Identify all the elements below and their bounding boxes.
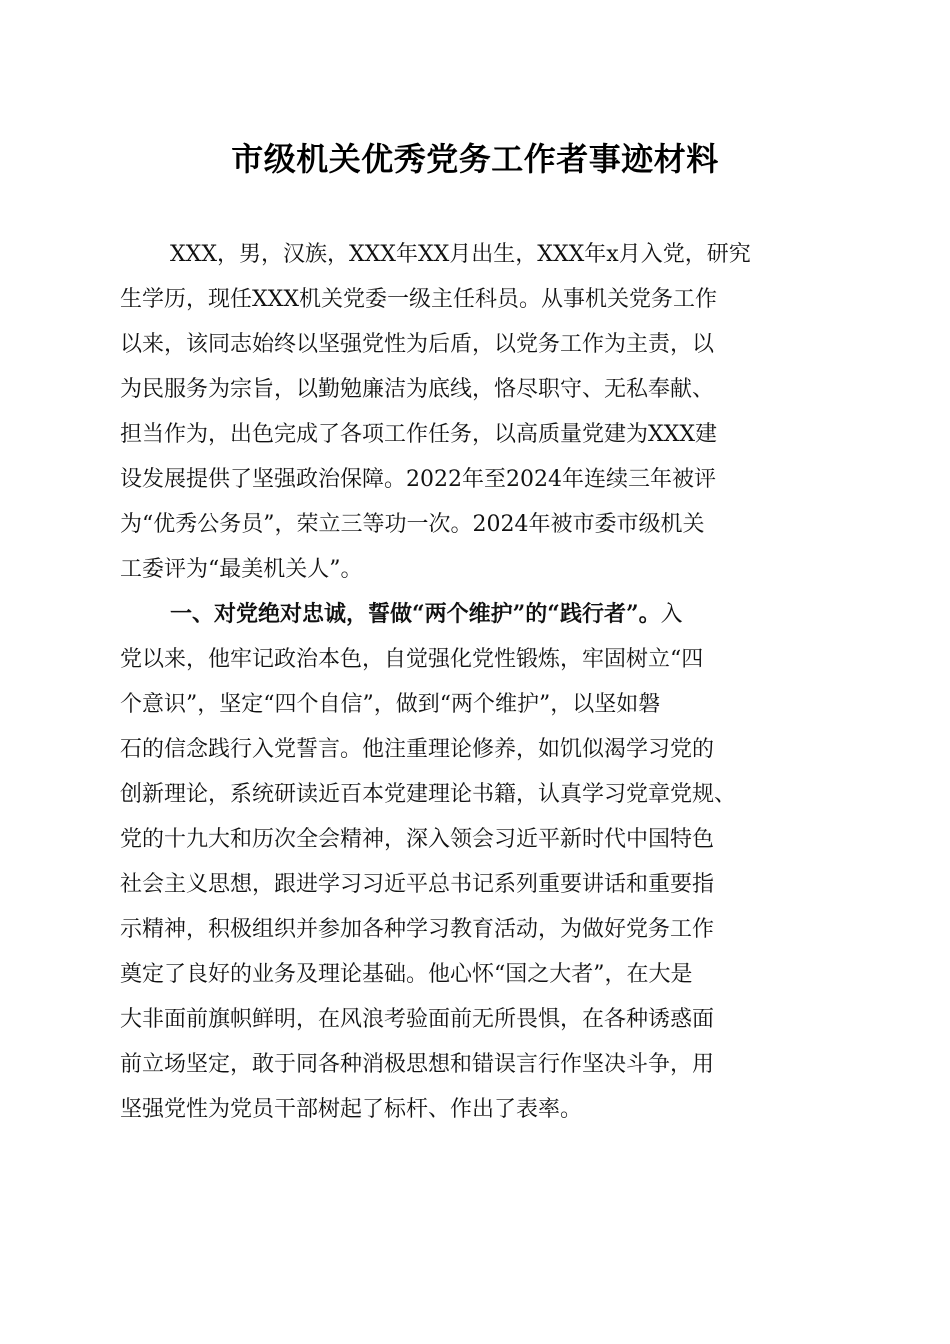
section-heading: 一、对党绝对忠诚，誓做“两个维护”的“践行者”。 [170, 601, 661, 627]
paragraph-line: 党以来，他牢记政治本色，自觉强化党性锻炼，牢固树立“四 [120, 647, 704, 672]
paragraph-line: 设发展提供了坚强政治保障。2022年至2024年连续三年被评 [120, 467, 716, 492]
paragraph-intro [120, 232, 825, 592]
paragraph-line: 生学历，现任XXX机关党委一级主任科员。从事机关党务工作 [120, 287, 717, 312]
paragraph-line: 大非面前旗帜鲜明，在风浪考验面前无所畏惧，在各种诱惑面 [120, 1007, 715, 1032]
section-first-line [120, 592, 825, 637]
paragraph-line: 以来，该同志始终以坚强党性为后盾，以党务工作为主责，以 [120, 332, 715, 357]
document-title: 市级机关优秀党务工作者事迹材料 [231, 140, 719, 178]
paragraph-line: 石的信念践行入党誓言。他注重理论修养，如饥似渴学习党的 [120, 737, 715, 762]
paragraph-line: 示精神，积极组织并参加各种学习教育活动，为做好党务工作 [120, 917, 715, 942]
paragraph-line: 为民服务为宗旨，以勤勉廉洁为底线，恪尽职守、无私奉献、 [120, 377, 715, 402]
paragraph-line: 社会主义思想，跟进学习习近平总书记系列重要讲话和重要指 [120, 872, 715, 897]
paragraph-line: 担当作为，出色完成了各项工作任务，以高质量党建为XXX建 [120, 422, 717, 447]
paragraph-line: 奠定了良好的业务及理论基础。他心怀“国之大者”，在大是 [120, 962, 693, 987]
paragraph-line: 党的十九大和历次全会精神，深入领会习近平新时代中国特色 [120, 827, 715, 852]
paragraph-line: 创新理论，系统研读近百本党建理论书籍，认真学习党章党规、 [120, 782, 737, 807]
paragraph-line: XXX，男，汉族，XXX年XX月出生，XXX年x月入党，研究 [170, 242, 751, 267]
section-text-start: 入 [660, 602, 683, 627]
paragraph-line: 坚强党性为党员干部树起了标杆、作出了表率。 [120, 1097, 583, 1122]
paragraph-line: 个意识”，坚定“四个自信”，做到“两个维护”，以坚如磐 [120, 692, 661, 717]
paragraph-line: 为“优秀公务员”，荣立三等功一次。2024年被市委市级机关 [120, 512, 705, 537]
paragraph-line: 工委评为“最美机关人”。 [120, 557, 363, 582]
section-loyalty [120, 592, 825, 1132]
document-body [120, 232, 825, 1132]
paragraph-line: 前立场坚定，敢于同各种消极思想和错误言行作坚决斗争，用 [120, 1052, 715, 1077]
